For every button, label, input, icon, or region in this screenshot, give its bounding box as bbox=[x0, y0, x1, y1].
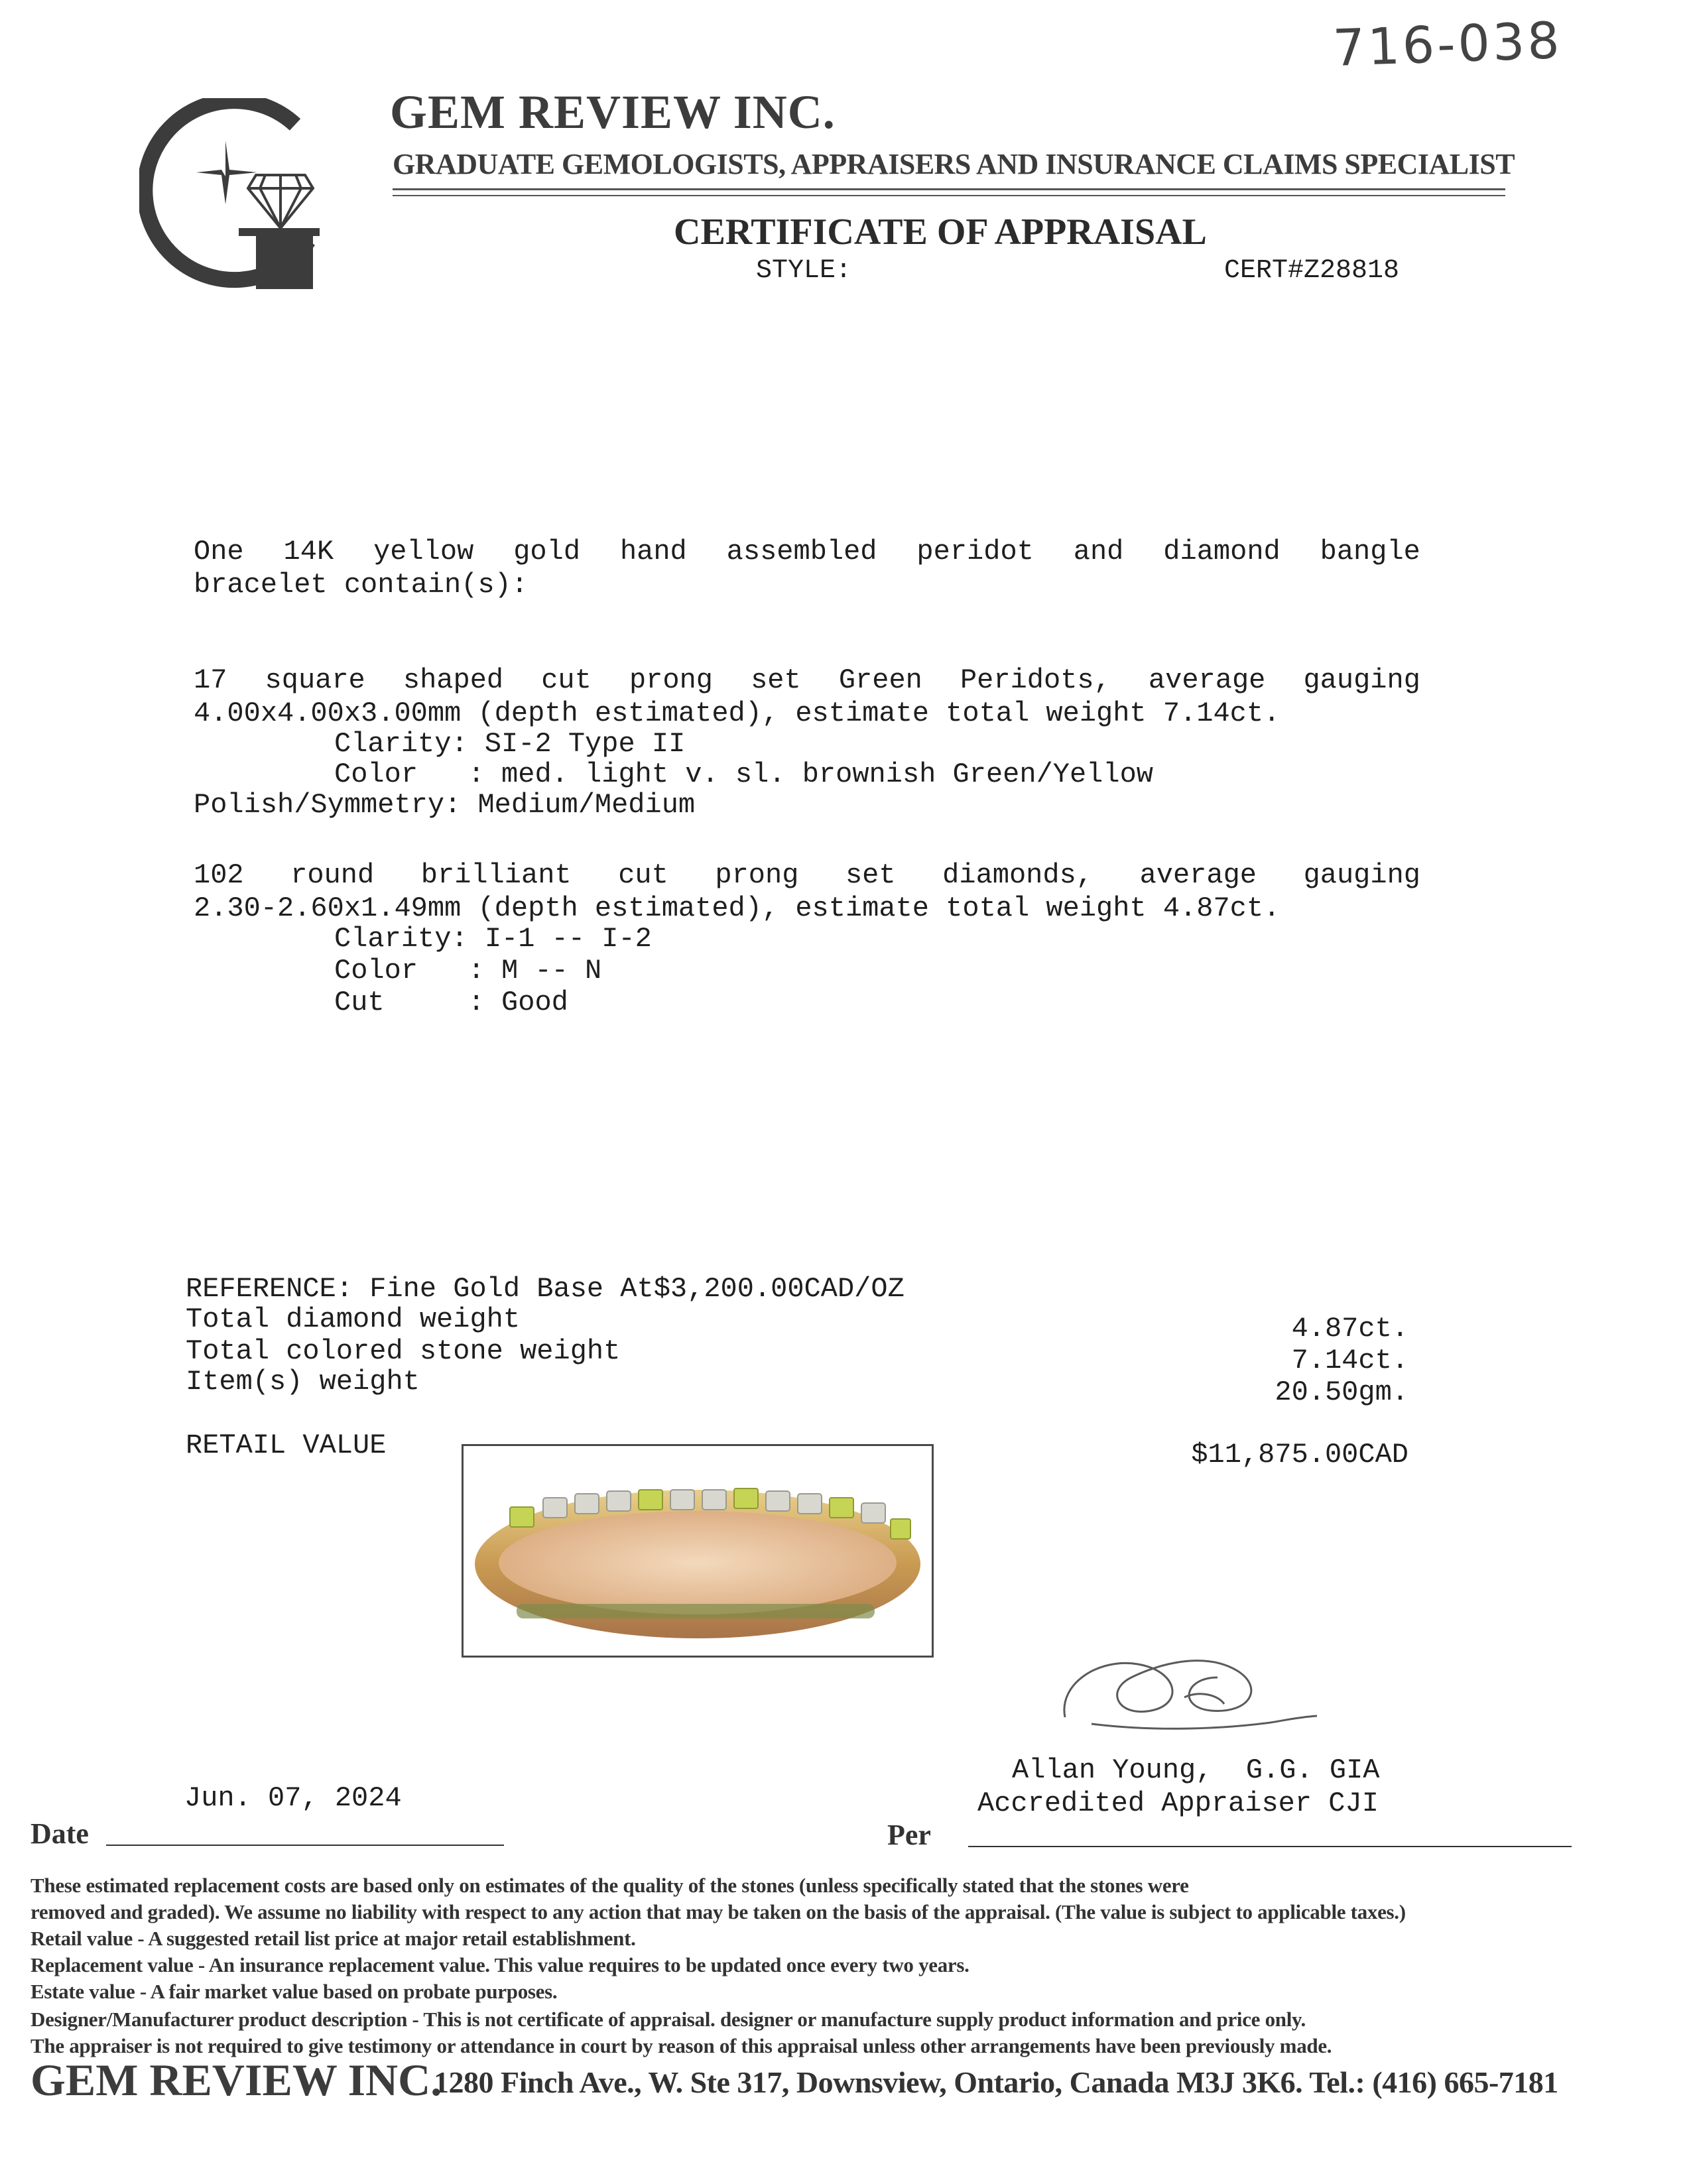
appraisal-date: Jun. 07, 2024 bbox=[184, 1782, 402, 1814]
word: assembled bbox=[726, 536, 877, 568]
word: diamond bbox=[1163, 536, 1281, 568]
word: cut bbox=[618, 859, 668, 891]
word: gold bbox=[513, 536, 581, 568]
word: bangle bbox=[1320, 536, 1420, 568]
word: cut bbox=[541, 664, 592, 696]
company-logo-icon bbox=[139, 98, 338, 297]
appraiser-name: Allan Young, G.G. GIA bbox=[1012, 1754, 1380, 1786]
diamond-weight-value: 4.87ct. bbox=[1291, 1313, 1408, 1345]
peridot-line-2: 4.00x4.00x3.00mm (depth estimated), estimate total weight 7.14ct. bbox=[194, 698, 1281, 729]
diamond-line-2: 2.30-2.60x1.49mm (depth estimated), estimate total weight 4.87ct. bbox=[194, 892, 1281, 924]
word: average bbox=[1139, 859, 1257, 891]
diamond-clarity: Clarity: I-1 -- I-2 bbox=[334, 923, 652, 955]
colored-weight-label: Total colored stone weight bbox=[186, 1335, 621, 1367]
disclaimer-line: Replacement value - An insurance replacement value. This value requires to be updated once every two years. bbox=[31, 1953, 969, 1976]
word: average bbox=[1148, 664, 1266, 696]
word: Peridots, bbox=[960, 664, 1111, 696]
per-label: Per bbox=[887, 1819, 931, 1851]
diamond-color: Color : M -- N bbox=[334, 955, 602, 987]
intro-line-1 bbox=[194, 536, 1420, 568]
retail-value-label: RETAIL VALUE bbox=[186, 1429, 387, 1461]
word: diamonds, bbox=[942, 859, 1093, 891]
word: brilliant bbox=[420, 859, 572, 891]
item-weight-value: 20.50gm. bbox=[1275, 1376, 1408, 1408]
word: One bbox=[194, 536, 244, 568]
peridot-color: Color : med. light v. sl. brownish Green/Yellow bbox=[334, 758, 1154, 790]
footer-address: 1280 Finch Ave., W. Ste 317, Downsview, Ontario, Canada M3J 3K6. Tel.: (416) 665-7181 bbox=[434, 2065, 1558, 2099]
date-line bbox=[106, 1845, 504, 1846]
word: hand bbox=[619, 536, 687, 568]
header-rule bbox=[393, 188, 1505, 190]
retail-value: $11,875.00CAD bbox=[1191, 1439, 1408, 1471]
peridot-polish-symmetry: Polish/Symmetry: Medium/Medium bbox=[194, 789, 696, 821]
company-name: GEM REVIEW INC. bbox=[390, 86, 836, 139]
disclaimer-line: removed and graded). We assume no liability with respect to any action that may be taken on the basis of the appraisal. (The value is subject to applicable taxes.) bbox=[31, 1900, 1406, 1923]
word: 102 bbox=[194, 859, 244, 891]
word: set bbox=[845, 859, 896, 891]
word: shaped bbox=[403, 664, 504, 696]
date-label: Date bbox=[31, 1817, 89, 1850]
word: yellow bbox=[373, 536, 474, 568]
bracelet-photo-frame bbox=[462, 1444, 934, 1658]
peridot-clarity: Clarity: SI-2 Type II bbox=[334, 728, 686, 760]
company-tagline: GRADUATE GEMOLOGISTS, APPRAISERS AND INSURANCE CLAIMS SPECIALIST bbox=[393, 148, 1515, 180]
intro-line-2: bracelet contain(s): bbox=[194, 569, 529, 601]
word: prong bbox=[629, 664, 713, 696]
disclaimer-line: Retail value - A suggested retail list price at major retail establishment. bbox=[31, 1927, 636, 1950]
diamond-line-1 bbox=[194, 859, 1420, 891]
per-line bbox=[968, 1846, 1572, 1847]
footer-company-name: GEM REVIEW INC. bbox=[31, 2055, 442, 2105]
document-title: CERTIFICATE OF APPRAISAL bbox=[674, 212, 1207, 253]
peridot-line-1 bbox=[194, 664, 1420, 696]
appraiser-title: Accredited Appraiser CJI bbox=[977, 1788, 1379, 1819]
bracelet-photo bbox=[464, 1446, 932, 1656]
word: gauging bbox=[1303, 859, 1420, 891]
handwritten-reference: 716-038 bbox=[1332, 10, 1563, 78]
diamond-weight-label: Total diamond weight bbox=[186, 1304, 521, 1335]
word: Green bbox=[838, 664, 922, 696]
word: prong bbox=[715, 859, 799, 891]
word: and bbox=[1073, 536, 1124, 568]
diamond-cut: Cut : Good bbox=[334, 987, 568, 1018]
style-label: STYLE: bbox=[756, 256, 852, 286]
disclaimer-line: Designer/Manufacturer product description - This is not certificate of appraisal. designer or manufacture supply product information and price only. bbox=[31, 2008, 1306, 2031]
word: set bbox=[751, 664, 801, 696]
word: peridot bbox=[916, 536, 1034, 568]
word: square bbox=[265, 664, 365, 696]
word: 14K bbox=[283, 536, 334, 568]
disclaimer-line: These estimated replacement costs are based only on estimates of the quality of the stones (unless specifically stated that the stones were bbox=[31, 1874, 1189, 1897]
disclaimer-line: Estate value - A fair market value based on probate purposes. bbox=[31, 1980, 558, 2003]
header-rule bbox=[393, 195, 1505, 196]
reference-line: REFERENCE: Fine Gold Base At$3,200.00CAD/OZ bbox=[186, 1273, 905, 1305]
word: gauging bbox=[1303, 664, 1420, 696]
word: 17 bbox=[194, 664, 227, 696]
certificate-number: CERT#Z28818 bbox=[1224, 256, 1400, 286]
disclaimer-line: The appraiser is not required to give testimony or attendance in court by reason of this appraisal unless other arrangements have been previously made. bbox=[31, 2034, 1332, 2057]
colored-weight-value: 7.14ct. bbox=[1291, 1345, 1408, 1376]
item-weight-label: Item(s) weight bbox=[186, 1366, 420, 1398]
signature-icon bbox=[1052, 1631, 1330, 1744]
word: round bbox=[290, 859, 375, 891]
